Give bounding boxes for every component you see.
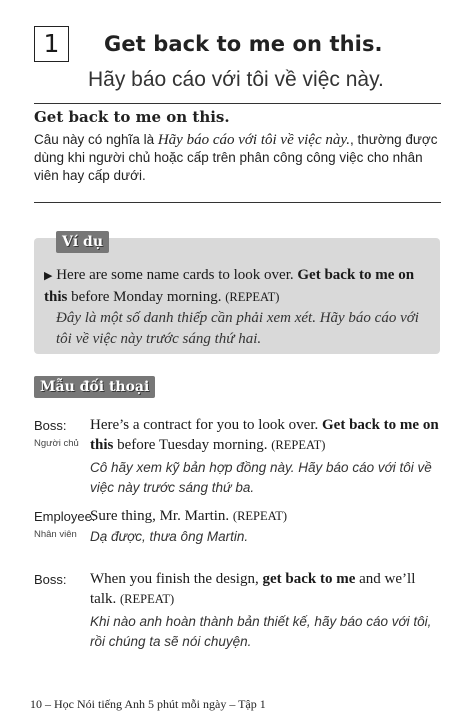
page-footer: 10 – Học Nói tiếng Anh 5 phút mỗi ngày – Tập 1 [30, 697, 266, 711]
lesson-subtitle: Hãy báo cáo với tôi về việc này. [88, 68, 384, 91]
speaker-label: Boss: [34, 418, 67, 433]
repeat-label: (REPEAT) [232, 509, 288, 523]
dialogue-en-bold: Get back to me on this [90, 417, 439, 453]
dialogue-english [90, 506, 442, 526]
example-en-after: before Monday morning. [67, 289, 226, 305]
speaker-label: Employee: [34, 509, 96, 524]
speaker-label-vi: Người chủ [34, 438, 79, 449]
dialogue-english [90, 415, 442, 455]
repeat-label: (REPEAT) [271, 438, 326, 452]
dialogue-english [90, 569, 442, 609]
dialogue-en-after: before Tuesday morning. [113, 437, 272, 453]
example-en-before: Here are some name cards to look over. [56, 267, 298, 283]
dialogue-en-before: When you finish the design, [90, 571, 263, 587]
lesson-title: Get back to me on this. [104, 32, 383, 56]
repeat-label: (REPEAT) [120, 592, 175, 606]
definition-text-italic: Hãy báo cáo với tôi về việc này. [157, 132, 350, 148]
dialogue-en-bold: get back to me [262, 571, 356, 587]
dialogue-tag: Mẫu đối thoại [34, 376, 155, 398]
definition-text-after: , thường được dùng khi người chủ hoặc cấp trên phân công công việc cho nhân viên hay cấp dưới. [34, 132, 438, 183]
repeat-label: (REPEAT) [225, 290, 280, 304]
speaker-label-vi: Nhân viên [34, 529, 77, 540]
dialogue-en-before: Here’s a contract for you to look over. [90, 417, 323, 433]
dialogue-vietnamese: Dạ được, thưa ông Martin. [90, 529, 249, 544]
dialogue-en-before: Sure thing, Mr. Martin. [90, 508, 233, 524]
divider [34, 103, 441, 104]
lesson-number: 1 [34, 26, 69, 62]
dialogue-en-after: and we’ll talk. [90, 571, 416, 607]
divider [34, 202, 441, 203]
bullet-icon: ▶ [44, 270, 53, 282]
definition-text [34, 131, 439, 185]
definition-heading: Get back to me on this. [34, 108, 230, 126]
dialogue-vietnamese: Khi nào anh hoàn thành bản thiết kế, hãy báo cáo với tôi, rồi chúng ta sẽ nói chuyện. [90, 614, 432, 649]
example-tag: Ví dụ [56, 231, 109, 253]
example-en-bold: Get back to me on this [44, 267, 415, 305]
dialogue-vietnamese: Cô hãy xem kỹ bản hợp đồng này. Hãy báo cáo với tôi về việc này trước sáng thứ ba. [90, 460, 432, 495]
definition-text-before: Câu này có nghĩa là [34, 132, 158, 147]
speaker-label: Boss: [34, 572, 67, 587]
example-english [44, 265, 430, 308]
example-vietnamese: Đây là một số danh thiếp cần phải xem xét. Hãy báo cáo với tôi về việc này trước sáng thứ hai. [56, 310, 419, 347]
